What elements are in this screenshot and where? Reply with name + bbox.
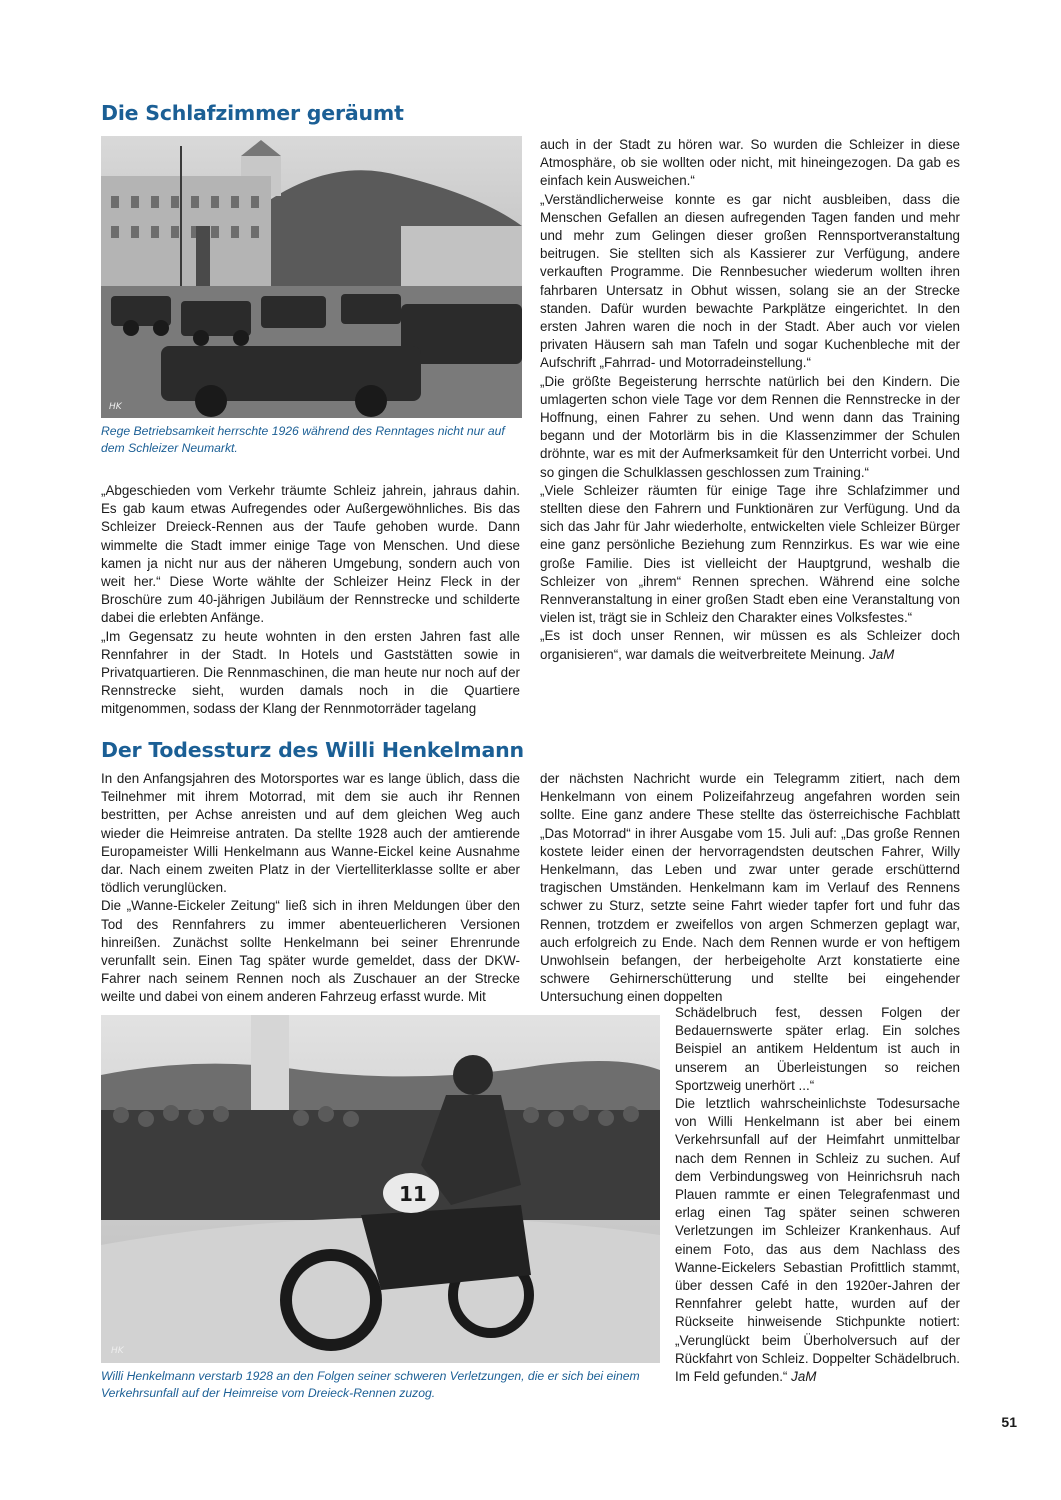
article2-signature: JaM <box>791 1369 817 1385</box>
article2-left-column <box>101 770 520 1007</box>
neumarkt-photo-image <box>101 136 522 418</box>
page-number: 51 <box>1001 1414 1017 1430</box>
neumarkt-photo-credit: HK <box>109 402 122 412</box>
article1-signature: JaM <box>869 646 895 662</box>
article2-right-top-column <box>540 770 960 1007</box>
article1-right-paragraph-3: „Die größte Begeisterung herrschte natürlich bei den Kindern. Die umlagerten schon viele Tage vor dem Rennen die Rennstrecke in der Hoffnung, einen Fahrer zu sehen. Und wenn dann das Training begann und der Motorlärm bis in die Klassenzimmer der Schulen dröhnte, war es mit der Aufmerksamkeit für den Unterricht vorbei. Und so gingen die Schulklassen geschlossen zum Training.“ <box>540 373 960 480</box>
article1-right-paragraph-4: „Viele Schleizer räumten für einige Tage ihre Schlafzimmer und stellten diese den Fahrern und Funktionären zur Verfügung. Und da sich das Jahr für Jahr wiederholte, entwickelten viele Schleizer Bürger eine ganz persönliche Beziehung zum Rennzirkus. Es war wie eine große Familie. Dies ist vielleicht der Hauptgrund, weshalb die Schleizer von „ihrem“ Rennen sprechen. Während eine solche Rennveranstaltung in einer großen Stadt eben eine Veranstaltung von vielen ist, trägt sie in Schleiz den Charakter eines Volksfestes.“ <box>540 482 960 626</box>
neumarkt-photo-caption: Rege Betriebsamkeit herrschte 1926 während des Renntages nicht nur auf dem Schleizer Neumarkt. <box>101 424 505 455</box>
article2-right-narrow-paragraph-1: Schädelbruch fest, dessen Folgen der Bedauernswerte später erlag. Ein solches Beispiel an antikem Heldentum ist auch in unserem an Überleistungen so reichen Sportzweig unerhört ...“ <box>675 1005 960 1093</box>
article2-left-paragraph-2: Die „Wanne-Eickeler Zeitung“ ließ sich in ihren Meldungen über den Tod des Rennfahrers zu immer abenteuerlicheren Versionen hinreißen. Zunächst sollte Henkelmann bei seiner Ehrenrunde verunfallt sein. Einen Tag später wurde gemeldet, dass der DKW-Fahrer nach seinem Rennen noch als Zuschauer an der Strecke weilte und dabei von einem anderen Fahrzeug erfasst wurde. Mit <box>101 898 520 1005</box>
article2-right-narrow-paragraph-2 <box>675 1095 960 1386</box>
article1-right-paragraph-2: „Verständlicherweise konnte es gar nicht ausbleiben, dass die Menschen Gefallen an diesen aufregenden Tagen fanden und mehr und mehr zum Gelingen dieser großen Rennsportveranstaltung beitrugen. Sie stellten sich als Kassierer zur Verfügung, andere verkauften Programme. Die Rennbesucher wiederum wollten ihren fahrbaren Untersatz in Obhut wissen, solang sie an der Strecke standen. Dafür wurden bewachte Parkplätze eingerichtet. In den ersten Jahren waren die noch in der Stadt. Aber auch vor vielen privaten Häusern sah man Tafeln und sogar Kuchenbleche mit der Aufschrift „Fahrrad- und Motorradeinstellung.“ <box>540 191 960 371</box>
article2-right-top-paragraph-1: der nächsten Nachricht wurde ein Telegramm zitiert, nach dem Henkelmann von einem Polizeifahrzeug angefahren worden sein sollte. Eine ganz andere These stellte das österreichische Fachblatt „Das Motorrad“ in ihrer Ausgabe vom 15. Juli auf: „Das große Rennen kostete leider einen der hervorragendsten deutschen Fahrer, Willy Henkelmann, das Leben und zwar unter gerade erschütternd tragischen Umständen. Henkelmann kam im Verlauf des Rennens schwer zu Sturz, setzte seine Fahrt wieder tapfer fort und fuhr das Rennen, trotzdem er zweifellos von argen Schmerzen geplagt war, auch erfolgreich zu Ende. Nach dem Rennen wurde er von heftigem Unwohlsein befangen, der herbeigeholte Arzt konstatierte eine schwere Gehirnerschütterung und stellte bei eingehender Untersuchung einen doppelten <box>540 771 960 1005</box>
article1-final-text: „Es ist doch unser Rennen, wir müssen es als Schleizer doch organisieren“, war damals die weitverbreitete Meinung. <box>540 628 960 662</box>
article1-title: Die Schlafzimmer geräumt <box>101 101 404 125</box>
article2-right-narrow-column <box>675 1004 960 1386</box>
article1-left-paragraph-1: „Abgeschieden vom Verkehr träumte Schleiz jahrein, jahraus dahin. Es gab kaum etwas Aufregendes oder Außergewöhnliches. Bis das Schleizer Dreieck-Rennen aus der Taufe gehoben wurde. Dann wimmelte die Stadt immer einige Tage von Menschen. Und diese kamen ja nicht nur aus der näheren Umgebung, sondern auch von weit her.“ Diese Worte wählte der Schleizer Heinz Fleck in der Broschüre zum 40-jährigen Jubiläum der Rennstrecke und schilderte dabei die erlebten Anfänge. <box>101 483 520 626</box>
article2-final-text: Die letztlich wahrscheinlichste Todesursache von Willi Henkelmann ist aber bei einem Verkehrsunfall auf der Heimfahrt unmittelbar nach dem Rennen in Schleiz zu suchen. Auf dem Verbindungsweg von Heinrichsruh nach Plauen rammte er einen Telegrafenmast und erlag einen Tag später seinen schweren Verletzungen im Schleizer Krankenhaus. Auf einem Foto, das aus dem Nachlass des Wanne-Eickelers Sebastian Profittlich stammt, über dessen Café in den 1920er-Jahren der Rennfahrer gelebt hatte, wurden auf der Rückseite hinweisende Stichpunkte notiert: „Verunglückt beim Überholversuch auf der Rückfahrt von Schleiz. Doppelter Schädelbruch. Im Feld gefunden.“ <box>675 1096 960 1385</box>
article1-right-paragraph-5 <box>540 627 960 663</box>
article2-title: Der Todessturz des Willi Henkelmann <box>101 738 524 762</box>
article1-right-column <box>540 136 960 664</box>
neumarkt-photo <box>101 136 522 418</box>
article1-left-column <box>101 482 520 719</box>
article1-right-paragraph-1: auch in der Stadt zu hören war. So wurden die Schleizer in diese Atmosphäre, ob sie wollten oder nicht, mit hineingezogen. Da gab es einfach kein Ausweichen.“ <box>540 137 960 189</box>
henkelmann-photo-image <box>101 1015 660 1363</box>
article2-left-paragraph-1: In den Anfangsjahren des Motorsportes war es lange üblich, dass die Teilnehmer mit ihrem Motorrad, mit dem sie auch ihr Rennen bestritten, per Achse anreisten und auf dem gleichen Weg auch wieder die Heimreise antraten. Da stellte 1928 auch der amtierende Europameister Willi Henkelmann aus Wanne-Eickel keine Ausnahme dar. Nach einem zweiten Platz in der Viertelliterklasse sollte er aber tödlich verunglücken. <box>101 771 520 896</box>
article1-left-paragraph-2: „Im Gegensatz zu heute wohnten in den ersten Jahren fast alle Rennfahrer in der Stadt. In Hotels und Gaststätten sowie in Privatquartieren. Die Rennmaschinen, die man heute nur noch auf der Rennstrecke sieht, wurden damals noch in die Quartiere mitgenommen, sodass der Klang der Rennmotorräder tagelang <box>101 628 520 717</box>
svg-text:11: 11 <box>399 1182 427 1206</box>
henkelmann-photo-caption: Willi Henkelmann verstarb 1928 an den Folgen seiner schweren Verletzungen, die er sich bei einem Verkehrsunfall auf der Heimreise vom Dreieck-Rennen zuzog. <box>101 1369 640 1400</box>
henkelmann-photo-credit: HK <box>111 1346 124 1356</box>
henkelmann-photo <box>101 1015 660 1363</box>
